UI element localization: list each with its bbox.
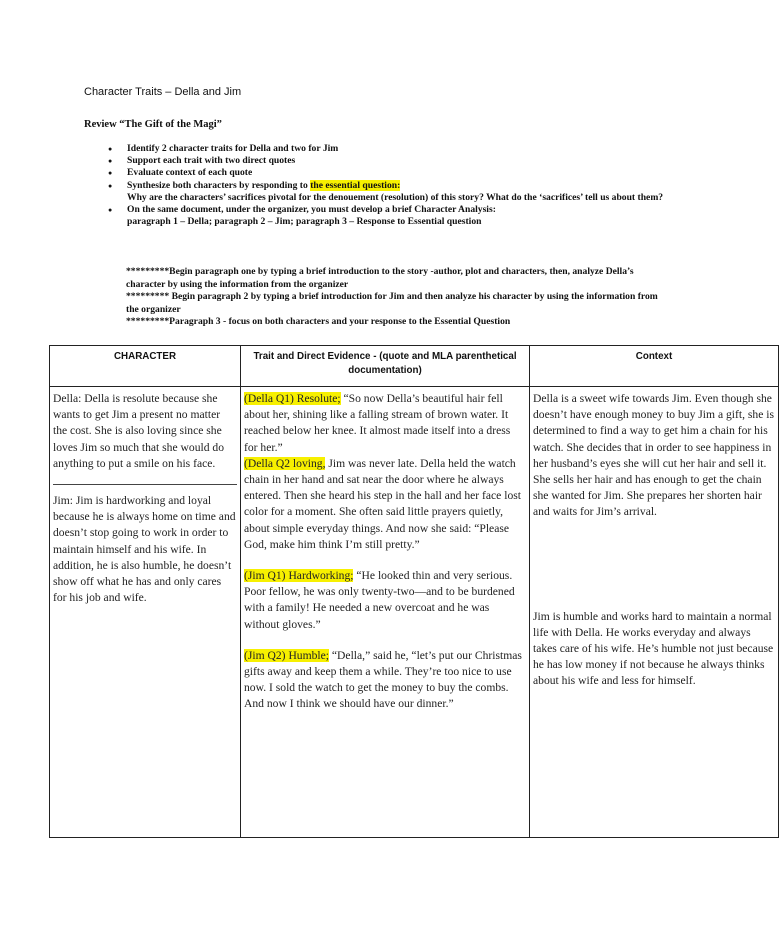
review-heading: Review “The Gift of the Magi”: [84, 119, 222, 130]
jim-context: Jim is humble and works hard to maintain a normal life with Della. He works everyday and always takes care of his wife. He’s humble not just because he has low money if not because he always thinks about his wife and less for himself.: [533, 609, 774, 688]
instructions-list: [108, 143, 668, 228]
jim-description: Jim: Jim is hardworking and loyal because he is always home on time and doesn’t stop going to work in order to maintain himself and his wife. In addition, he is also humble, he doesn’t show off what he has and only cares for his job and wife.: [53, 494, 236, 605]
header-context: Context: [530, 346, 779, 387]
jim-q1-label: (Jim Q1) Hardworking;: [244, 569, 354, 583]
della-q2-label: (Della Q2 loving,: [244, 456, 326, 470]
context-cell: [530, 387, 779, 838]
document-title: Character Traits – Della and Jim: [84, 86, 242, 98]
essential-question: Why are the characters’ sacrifices pivotal for the denouement (resolution) of this story? What do the ‘sacrifices’ tell us about them?: [127, 191, 664, 203]
character-organizer-table: [49, 345, 779, 838]
divider: [53, 484, 237, 485]
character-cell: [50, 387, 241, 838]
paragraph-note-1: *********Begin paragraph one by typing a brief introduction to the story -author, plot and characters, then, analyze Della’s character by using the information from the organizer: [126, 266, 634, 290]
della-q2-quote: (Della Q2 loving, Jim was never late. Della held the watch chain in her hand and sat near the door where he always entered. Then she heard his step in the hall and her face lost color for a moment. She often said little prayers quietly, about simple everyday things. And now she said: “Please God, make him think I’m still pretty.”: [244, 456, 521, 551]
instruction-item: ● On the same document, under the organizer, you must develop a brief Character Analysis: paragraph 1 – Della; paragraph 2 – Jim; paragraph 3 – Response to Essential question: [108, 204, 668, 228]
table-header-row: [50, 346, 779, 387]
della-q1-quote: (Della Q1) Resolute; “So now Della’s beautiful hair fell about her, shining like a falling stream of brown water. It reached below her knee. It almost made itself into a dress for her.”: [244, 392, 511, 454]
instruction-item: ● Identify 2 character traits for Della and two for Jim: [108, 143, 668, 155]
evidence-cell: [241, 387, 530, 838]
jim-q2-quote: (Jim Q2) Humble; “Della,” said he, “let’s put our Christmas gifts away and keep them a while. They’re too nice to use now. I sold the watch to get the money to buy the combs. And now I think we should have our dinner.”: [244, 648, 522, 711]
jim-q1-quote: (Jim Q1) Hardworking; “He looked thin and very serious. Poor fellow, he was only twenty-two—and to be burdened with a family! He needed a new overcoat and he was without gloves.”: [244, 569, 515, 631]
jim-q2-label: (Jim Q2) Humble;: [244, 648, 330, 662]
della-description: Della: Della is resolute because she wants to get Jim a present no matter the cost. She is also loving since she loves Jim so much that she would do anything to put a smile on his face.: [53, 392, 224, 470]
header-character: CHARACTER: [50, 346, 241, 387]
della-q1-label: (Della Q1) Resolute;: [244, 392, 341, 405]
essential-question-highlight: the essential question:: [310, 179, 401, 191]
table-row: [50, 387, 779, 838]
instruction-item: ● Support each trait with two direct quotes: [108, 155, 668, 167]
header-trait-evidence: Trait and Direct Evidence - (quote and MLA parenthetical documentation): [241, 346, 530, 387]
paragraph-note-3: *********Paragraph 3 - focus on both characters and your response to the Essential Question: [126, 316, 511, 328]
instruction-item: ● Evaluate context of each quote: [108, 167, 668, 179]
instruction-item: ● Synthesize both characters by responding to the essential question: Why are the characters’ sacrifices pivotal for the denouement (resolution) of this story? What do the ‘sacrifices’ tell us about them?: [108, 180, 668, 204]
della-context: Della is a sweet wife towards Jim. Even though she doesn’t have enough money to buy Jim a gift, she is determined to find a way to get him a chain for his watch. She decides that in order to see happiness in her husband’s eyes she will cut her hair and sell it. She sells her hair and has enough to get the chain she wanted for Jim. She prepares her shorten hair and waits for Jim’s arrival.: [533, 392, 774, 519]
paragraph-note-2: ********* Begin paragraph 2 by typing a brief introduction for Jim and then analyze his character by using the information from the organizer: [126, 291, 658, 315]
paragraph-notes: [126, 266, 666, 329]
